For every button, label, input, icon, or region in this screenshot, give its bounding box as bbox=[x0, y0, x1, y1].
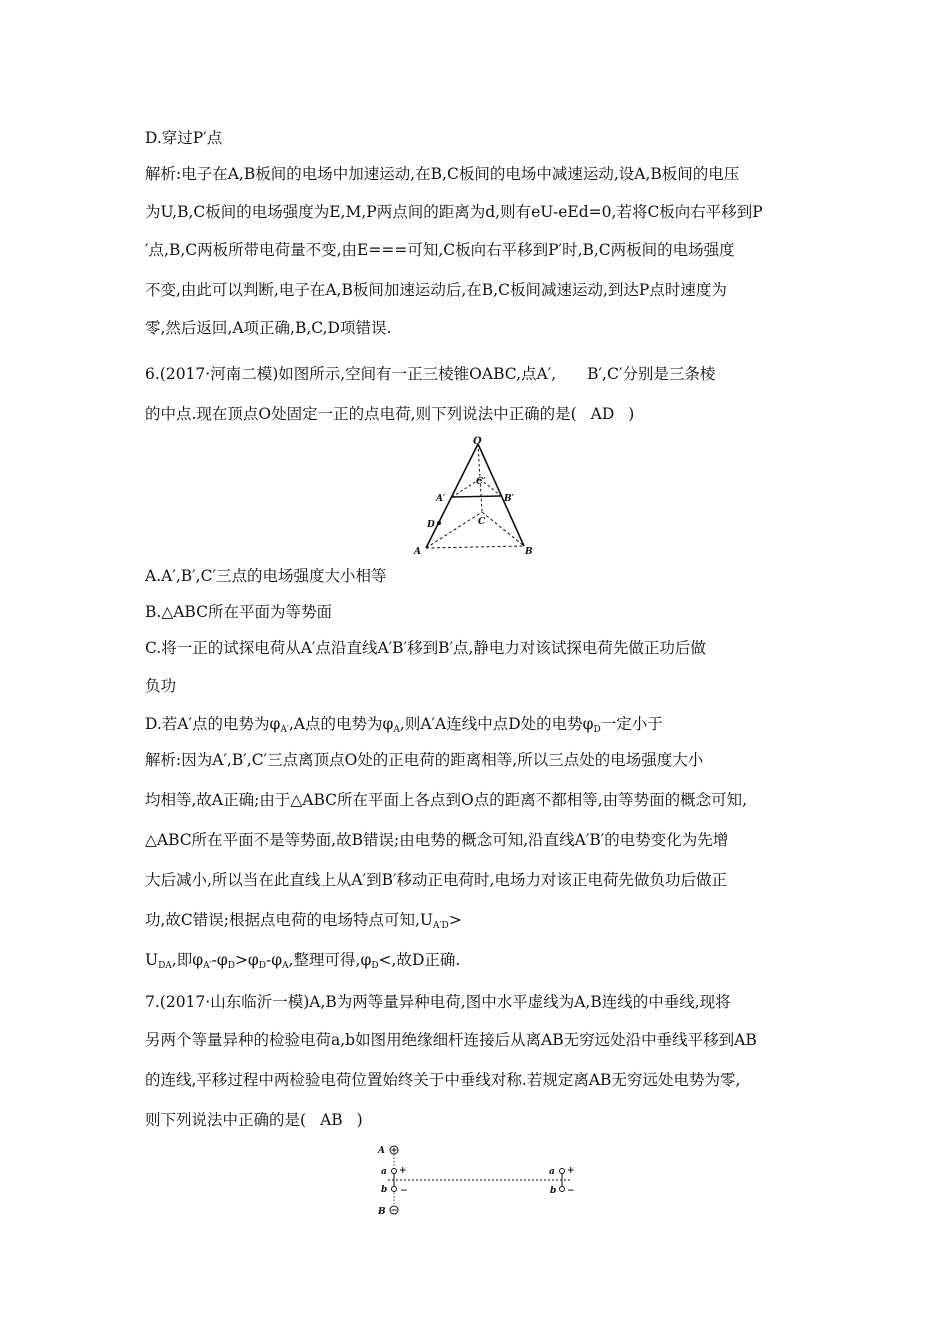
text-span: ,整理可得,φ bbox=[288, 951, 372, 969]
q7-stem-close: ) bbox=[356, 1111, 363, 1129]
q6-stem-line-1: 6.(2017·河南二模)如图所示,空间有一正三棱锥OABC,点A′, B′,C′分别是三条棱 bbox=[145, 365, 716, 383]
q6-analysis-line-5 bbox=[145, 910, 815, 936]
label-b: B bbox=[525, 547, 533, 557]
text-span: >φ bbox=[234, 951, 259, 969]
probe-b-right-icon bbox=[560, 1187, 565, 1192]
text-span: ,则A′A连线中点D处的电势φ bbox=[399, 715, 594, 733]
subscript: D bbox=[227, 961, 235, 971]
subscript: D bbox=[371, 961, 379, 971]
q7-answer: AB bbox=[320, 1111, 343, 1129]
q5-analysis-line-2: 为U,B,C板间的电场强度为E,M,P两点间的距离为d,则有eU-eEd=0,若将C板向右平移到P bbox=[145, 203, 763, 221]
probe-a-left-icon bbox=[392, 1169, 397, 1174]
q6-option-c-line-1: C.将一正的试探电荷从A′点沿直线A′B′移到B′点,静电力对该试探电荷先做正功后做 bbox=[145, 639, 706, 657]
q5-analysis-line-5: 零,然后返回,A项正确,B,C,D项错误. bbox=[145, 319, 392, 337]
subscript: DA bbox=[158, 961, 172, 971]
subscript: A bbox=[393, 725, 400, 735]
label-b-left: b bbox=[381, 1185, 388, 1195]
text-span: U bbox=[145, 951, 159, 969]
subscript: A′D bbox=[433, 921, 449, 931]
q6-analysis-line-2: 均相等,故A正确;由于△ABC所在平面上各点到O点的距离不都相等,由等势面的概念可知, bbox=[145, 791, 748, 809]
edge-bc bbox=[482, 512, 524, 546]
text-span: -φ bbox=[211, 951, 228, 969]
pyramid-figure bbox=[410, 434, 550, 558]
subscript: A bbox=[282, 961, 289, 971]
probe-b-left-icon bbox=[392, 1187, 397, 1192]
label-c-prime: C′ bbox=[476, 477, 486, 487]
q5-analysis-line-4: 不变,由此可以判断,电子在A,B板间加速运动后,在B,C板间减速运动,到达P点时速度为 bbox=[145, 281, 727, 299]
label-a-prime: A′ bbox=[436, 494, 446, 504]
q6-analysis-line-6 bbox=[145, 950, 815, 976]
text-span: -φ bbox=[266, 951, 283, 969]
minus-right: − bbox=[567, 1186, 575, 1196]
label-big-b: B bbox=[378, 1207, 386, 1217]
q6-option-c-line-2: 负功 bbox=[145, 677, 177, 695]
q5-analysis-line-3: ′点,B,C两板所带电荷量不变,由E===可知,C板向右平移到P′时,B,C两板间的电场强度 bbox=[145, 241, 735, 259]
q6-stem-text: 的中点.现在顶点O处固定一正的点电荷,则下列说法中正确的是( bbox=[145, 405, 577, 423]
q5-analysis-line-1: 解析:电子在A,B板间的电场中加速运动,在B,C板间的电场中减速运动,设A,B板间的电压 bbox=[145, 165, 740, 183]
q6-option-b: B.△ABC所在平面为等势面 bbox=[145, 603, 332, 621]
label-b-right: b bbox=[550, 1186, 557, 1196]
q6-analysis-line-1: 解析:因为A′,B′,C′三点离顶点O处的正电荷的距离相等,所以三点处的电场强度大小 bbox=[145, 751, 704, 769]
plus-left: + bbox=[399, 1166, 407, 1176]
subscript: A′ bbox=[203, 961, 212, 971]
edge-ab bbox=[426, 546, 524, 548]
text-span: D.若A′点的电势为φ bbox=[145, 715, 281, 733]
q7-stem-line-3: 的连线,平移过程中两检验电荷位置始终关于中垂线对称.若规定离AB无穷远处电势为零, bbox=[145, 1071, 741, 1089]
charges-figure bbox=[374, 1142, 580, 1218]
probe-a-right-icon bbox=[560, 1169, 565, 1174]
edge-ob bbox=[478, 444, 524, 546]
text-span: ,即φ bbox=[171, 951, 204, 969]
subscript: D bbox=[593, 725, 601, 735]
text-span: 功,故C错误;根据点电荷的电场特点可知,U bbox=[145, 911, 433, 929]
q6-stem-line-2 bbox=[145, 404, 815, 424]
point-d bbox=[437, 521, 441, 525]
label-d: D bbox=[427, 520, 435, 530]
q6-stem-close: ) bbox=[628, 405, 635, 423]
text-span: ,A点的电势为φ bbox=[288, 715, 394, 733]
subscript: D bbox=[258, 961, 266, 971]
label-c: C bbox=[478, 517, 486, 527]
text-span: <,故D正确. bbox=[378, 951, 461, 969]
q7-stem-line-2: 另两个等量异种的检验电荷a,b如图用绝缘细杆连接后从离AB无穷远处沿中垂线平移到AB bbox=[145, 1031, 757, 1049]
q6-option-a: A.A′,B′,C′三点的电场强度大小相等 bbox=[145, 567, 387, 585]
minus-left: − bbox=[400, 1186, 408, 1196]
q6-option-d bbox=[145, 714, 815, 740]
text-span: 一定小于 bbox=[600, 715, 663, 733]
label-a: A bbox=[414, 547, 421, 557]
label-big-a: A bbox=[378, 1146, 385, 1156]
label-b-prime: B′ bbox=[504, 494, 514, 504]
label-a-right: a bbox=[549, 1167, 555, 1177]
q6-analysis-line-3: △ABC所在平面不是等势面,故B错误;由电势的概念可知,沿直线A′B′的电势变化为先增 bbox=[145, 831, 729, 849]
q7-stem-line-4 bbox=[145, 1110, 815, 1130]
label-a-left: a bbox=[381, 1167, 387, 1177]
q5-option-d: D.穿过P′点 bbox=[145, 129, 223, 147]
q6-analysis-line-4: 大后减小,所以当在此直线上从A′到B′移动正电荷时,电场力对该正电荷先做负功后做正 bbox=[145, 871, 727, 889]
plus-right: + bbox=[567, 1166, 575, 1176]
segment-a-prime-b-prime bbox=[452, 496, 501, 497]
q7-stem-line-1: 7.(2017·山东临沂一模)A,B为两等量异种电荷,图中水平虚线为A,B连线的中垂线,现将 bbox=[145, 993, 731, 1011]
q6-answer: AD bbox=[590, 405, 615, 423]
subscript: A′ bbox=[280, 725, 289, 735]
q7-stem-text: 则下列说法中正确的是( bbox=[145, 1111, 307, 1129]
label-o: O bbox=[473, 436, 482, 447]
text-span: > bbox=[448, 911, 462, 929]
